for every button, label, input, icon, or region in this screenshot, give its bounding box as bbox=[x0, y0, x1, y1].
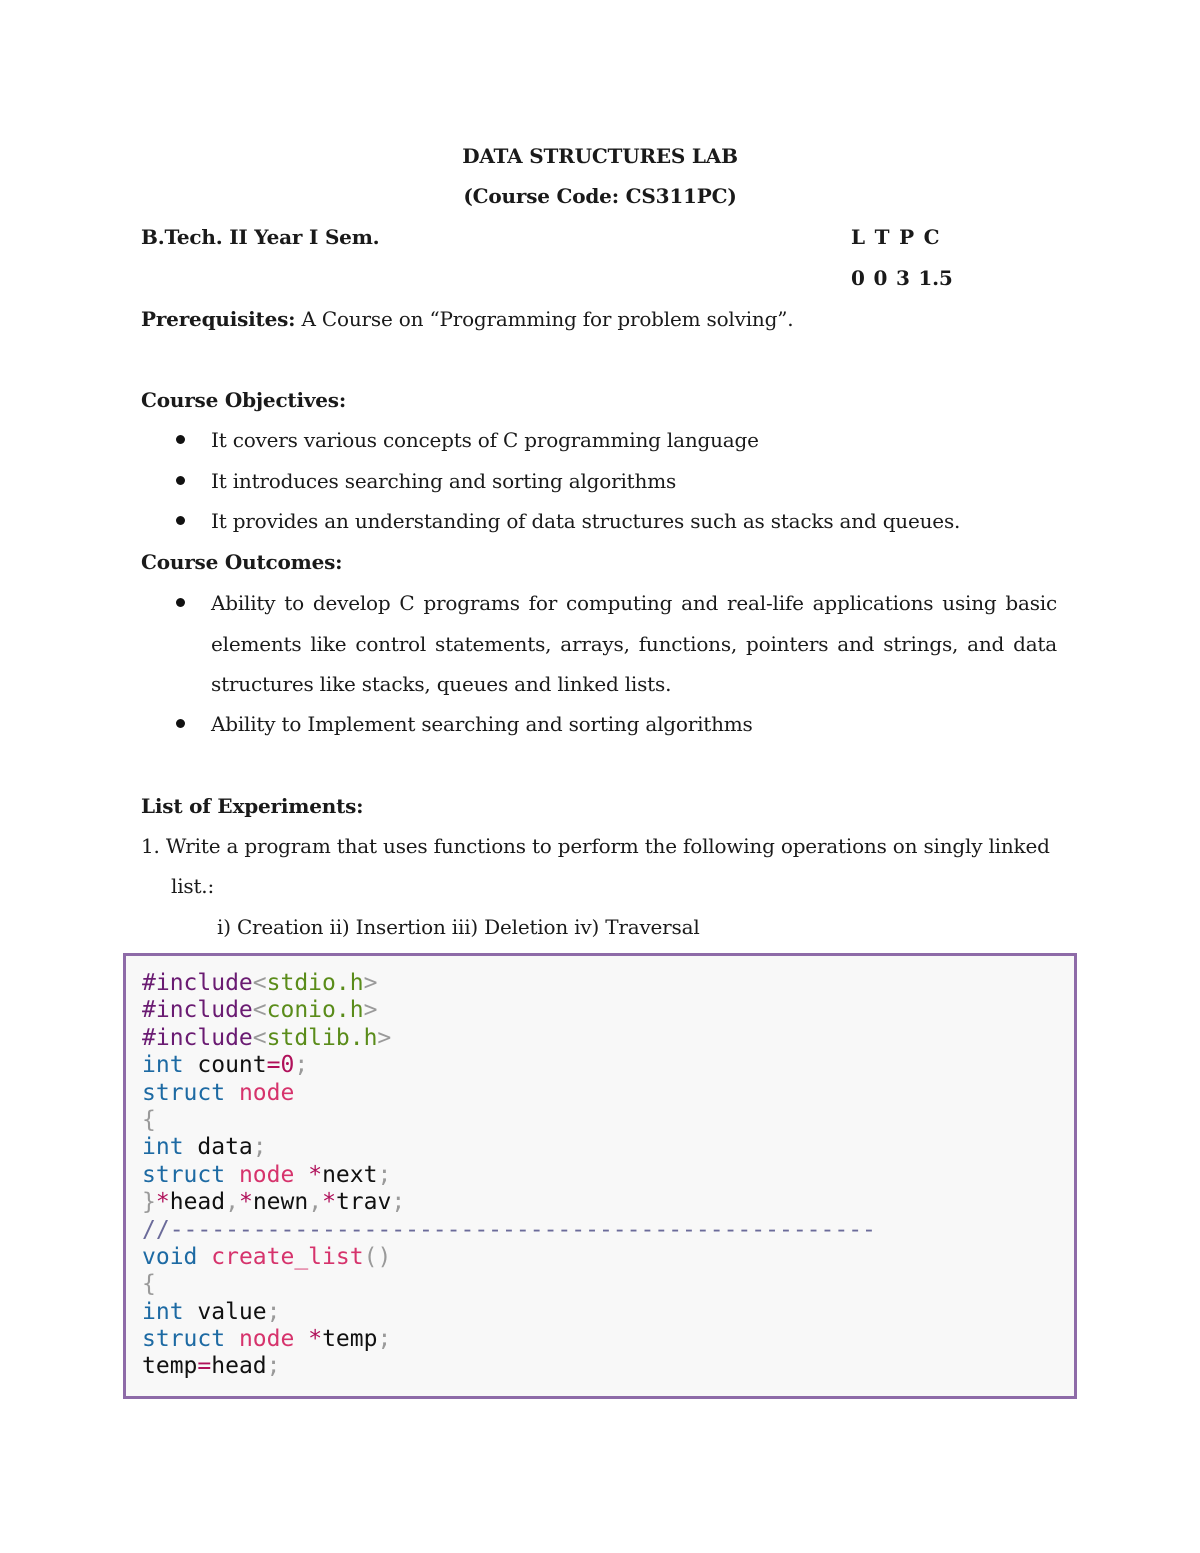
experiment-item-cont: list.: bbox=[171, 874, 214, 898]
bullet-icon bbox=[176, 435, 185, 444]
code-line: int value; bbox=[142, 1298, 281, 1325]
code-line: #include<stdlib.h> bbox=[142, 1024, 392, 1051]
program-label: B.Tech. II Year I Sem. bbox=[141, 225, 380, 249]
page-title: DATA STRUCTURES LAB bbox=[462, 144, 738, 168]
outcome-item-line: elements like control statements, arrays, functions, pointers and strings, and data bbox=[211, 632, 1057, 656]
outcome-item-line: Ability to develop C programs for computing and real-life applications using basic bbox=[211, 591, 1057, 615]
ltpc-labels: L T P C bbox=[851, 225, 940, 249]
ltpc-values: 0 0 3 1.5 bbox=[851, 266, 953, 290]
experiment-operations: i) Creation ii) Insertion iii) Deletion iv) Traversal bbox=[217, 915, 700, 939]
bullet-icon bbox=[176, 516, 185, 525]
outcome-item: Ability to Implement searching and sorting algorithms bbox=[211, 712, 753, 736]
code-line: #include<stdio.h> bbox=[142, 970, 378, 996]
code-line: void create_list() bbox=[142, 1243, 392, 1270]
prerequisites-text: A Course on “Programming for problem solving”. bbox=[301, 307, 794, 331]
objective-item: It covers various concepts of C programming language bbox=[211, 428, 759, 452]
code-line: int data; bbox=[142, 1134, 267, 1161]
experiments-heading: List of Experiments: bbox=[141, 794, 364, 818]
code-line: temp=head; bbox=[142, 1353, 281, 1380]
code-line: struct node *temp; bbox=[142, 1326, 392, 1353]
bullet-icon bbox=[176, 719, 185, 728]
code-line: struct node *next; bbox=[142, 1161, 392, 1188]
course-code: (Course Code: CS311PC) bbox=[463, 184, 737, 208]
experiment-item: 1. Write a program that uses functions to perform the following operations on singly linked bbox=[141, 834, 1050, 858]
objective-item: It provides an understanding of data structures such as stacks and queues. bbox=[211, 509, 961, 533]
bullet-icon bbox=[176, 598, 185, 607]
prerequisites bbox=[141, 307, 793, 331]
bullet-icon bbox=[176, 476, 185, 485]
objectives-heading: Course Objectives: bbox=[141, 388, 347, 412]
code-line: //--------------------------------------------------- bbox=[142, 1216, 876, 1243]
outcomes-heading: Course Outcomes: bbox=[141, 550, 343, 574]
code-line: struct node bbox=[142, 1079, 295, 1106]
code-line: { bbox=[142, 1271, 156, 1298]
code-line: }*head,*newn,*trav; bbox=[142, 1189, 406, 1216]
code-line: int count=0; bbox=[142, 1052, 309, 1079]
code-line: #include<conio.h> bbox=[142, 997, 378, 1024]
objective-item: It introduces searching and sorting algorithms bbox=[211, 469, 677, 493]
code-listing bbox=[142, 970, 876, 1381]
prerequisites-label: Prerequisites: bbox=[141, 307, 296, 331]
outcome-item-line: structures like stacks, queues and linked lists. bbox=[211, 672, 672, 696]
code-line: { bbox=[142, 1106, 156, 1133]
